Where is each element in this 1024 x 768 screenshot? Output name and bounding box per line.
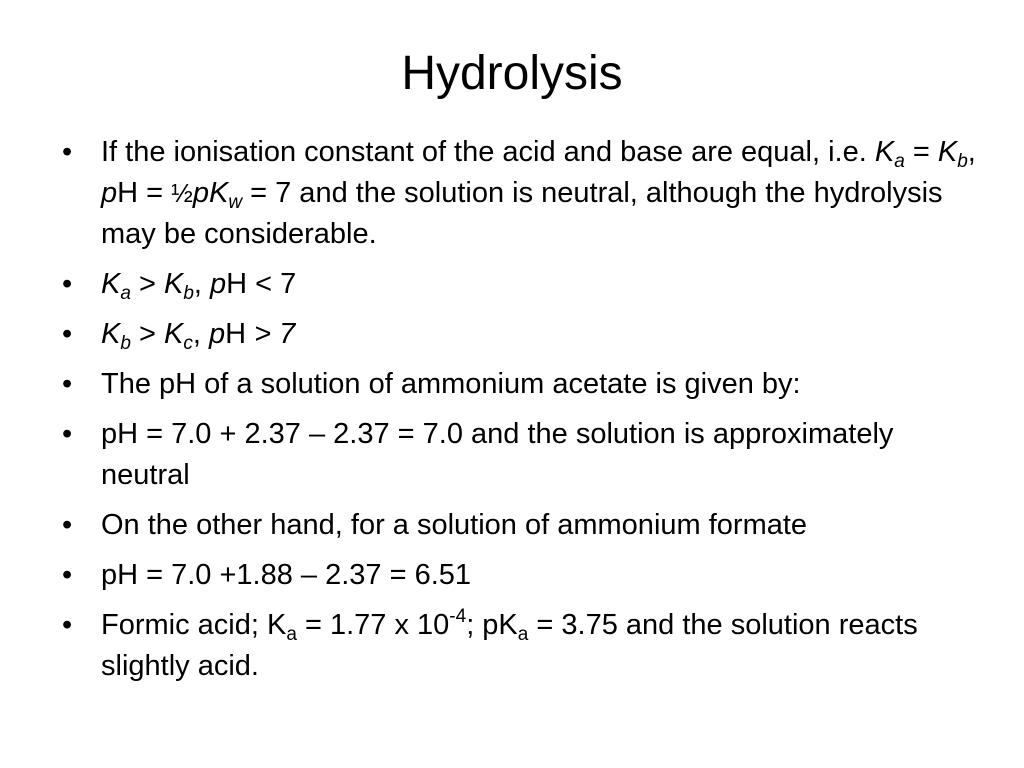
- bullet-icon: •: [62, 418, 73, 450]
- bullet-icon: •: [62, 509, 73, 541]
- bullet-item-equal-constants: • If the ionisation constant of the acid and base are equal, i.e. $K_a = K_b$, pH = $\frac{1}{2}pK_w = 7$ and the solution is neutral, although the hydrolysis may be considerable.: [56, 132, 976, 255]
- bullet-icon: •: [62, 559, 73, 591]
- bullet-icon: •: [62, 136, 73, 168]
- bullet-icon: •: [62, 318, 73, 350]
- bullet-item-kb-greater: • $K_b > K_c$, pH > 7: [56, 314, 976, 355]
- bullet-icon: •: [62, 368, 73, 400]
- bullet-item-ammonium-formate: • On the other hand, for a solution of ammonium formate: [56, 505, 976, 546]
- bullet-icon: •: [62, 609, 73, 641]
- bullet-list: [56, 132, 976, 696]
- bullet-item-acetate-ph: • pH = 7.0 + 2.37 – 2.37 = 7.0 and the solution is approximately neutral: [56, 414, 976, 496]
- bullet-item-formate-ph: • pH = 7.0 +1.88 – 2.37 = 6.51: [56, 555, 976, 596]
- bullet-item-formic-acid: • Formic acid; $K_a = 1.77$ x $10^{-4}$; $pK_a = 3.75$ and the solution reacts slightly acid.: [62, 606, 918, 682]
- slide-title: Hydrolysis: [401, 47, 623, 100]
- bullet-icon: •: [62, 268, 73, 300]
- bullet-item-ammonium-acetate: • The pH of a solution of ammonium acetate is given by:: [56, 364, 976, 405]
- bullet-item-ka-greater: • $K_a > K_b$, pH < 7: [56, 264, 976, 305]
